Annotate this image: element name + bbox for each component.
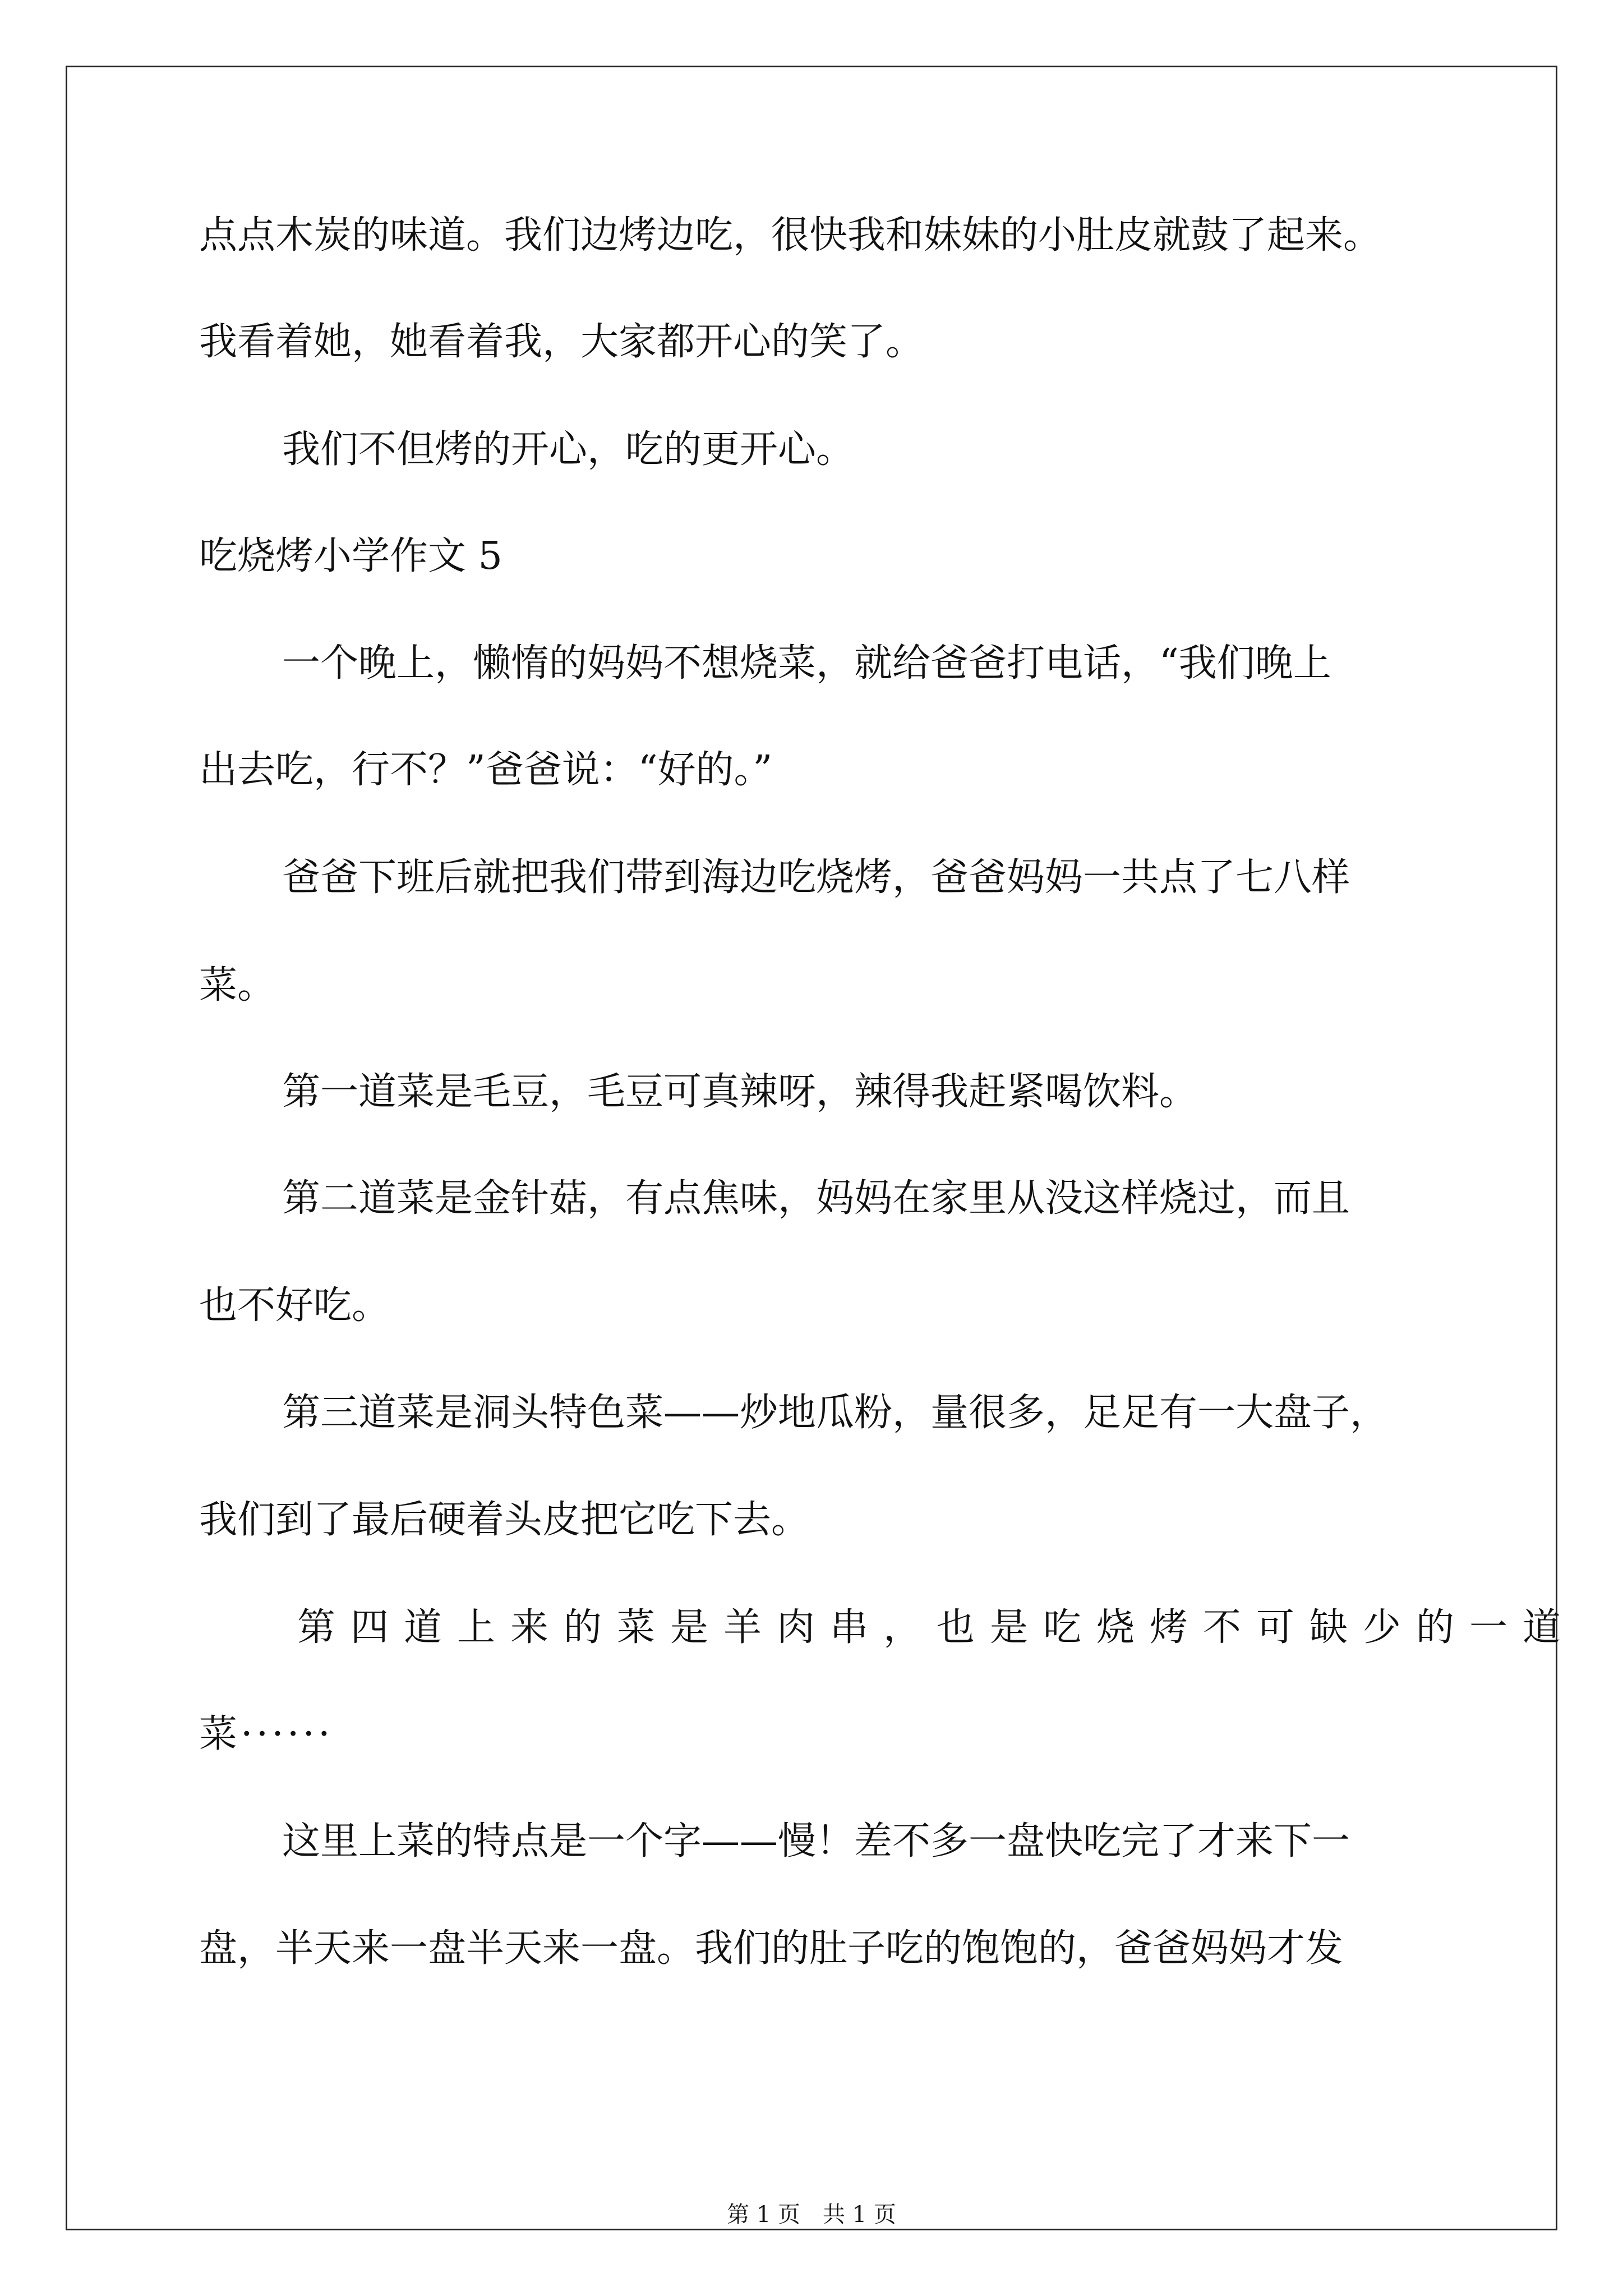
text-line: 第三道菜是洞头特色菜——炒地瓜粉，量很多，足足有一大盘子，: [282, 1391, 1389, 1435]
section-heading: 吃烧烤小学作文 5: [199, 534, 502, 578]
text-line: 我们不但烤的开心，吃的更开心。: [282, 427, 855, 472]
text-line: 菜······: [199, 1712, 334, 1756]
text-line: 第二道菜是金针菇，有点焦味，妈妈在家里从没这样烧过，而且: [282, 1176, 1350, 1221]
text-line: 爸爸下班后就把我们带到海边吃烧烤，爸爸妈妈一共点了七八样: [282, 855, 1350, 900]
page-total: 共 1 页: [823, 2202, 896, 2228]
text-line: 第一道菜是毛豆，毛豆可真辣呀，辣得我赶紧喝饮料。: [282, 1070, 1198, 1114]
text-line: 盘，半天来一盘半天来一盘。我们的肚子吃的饱饱的，爸爸妈妈才发: [199, 1926, 1344, 1971]
page-footer: [0, 2198, 1623, 2231]
text-line: 点点木炭的味道。我们边烤边吃，很快我和妹妹的小肚皮就鼓了起来。: [199, 213, 1382, 257]
text-line: 第四道上来的菜是羊肉串，也是吃烧烤不可缺少的一道: [297, 1605, 1576, 1650]
page-border: [66, 66, 1557, 2230]
text-line: 也不好吃。: [199, 1283, 390, 1328]
text-line: 一个晚上，懒惰的妈妈不想烧菜，就给爸爸打电话，“我们晚上: [282, 641, 1331, 685]
text-line: 出去吃，行不？”爸爸说：“好的。”: [199, 748, 773, 792]
text-line: 菜。: [199, 963, 276, 1007]
page-number: 第 1 页: [727, 2202, 800, 2228]
text-line: 这里上菜的特点是一个字——慢！差不多一盘快吃完了才来下一: [282, 1819, 1350, 1864]
text-line: 我看着她，她看着我，大家都开心的笑了。: [199, 320, 924, 364]
text-line: 我们到了最后硬着头皮把它吃下去。: [199, 1498, 810, 1542]
